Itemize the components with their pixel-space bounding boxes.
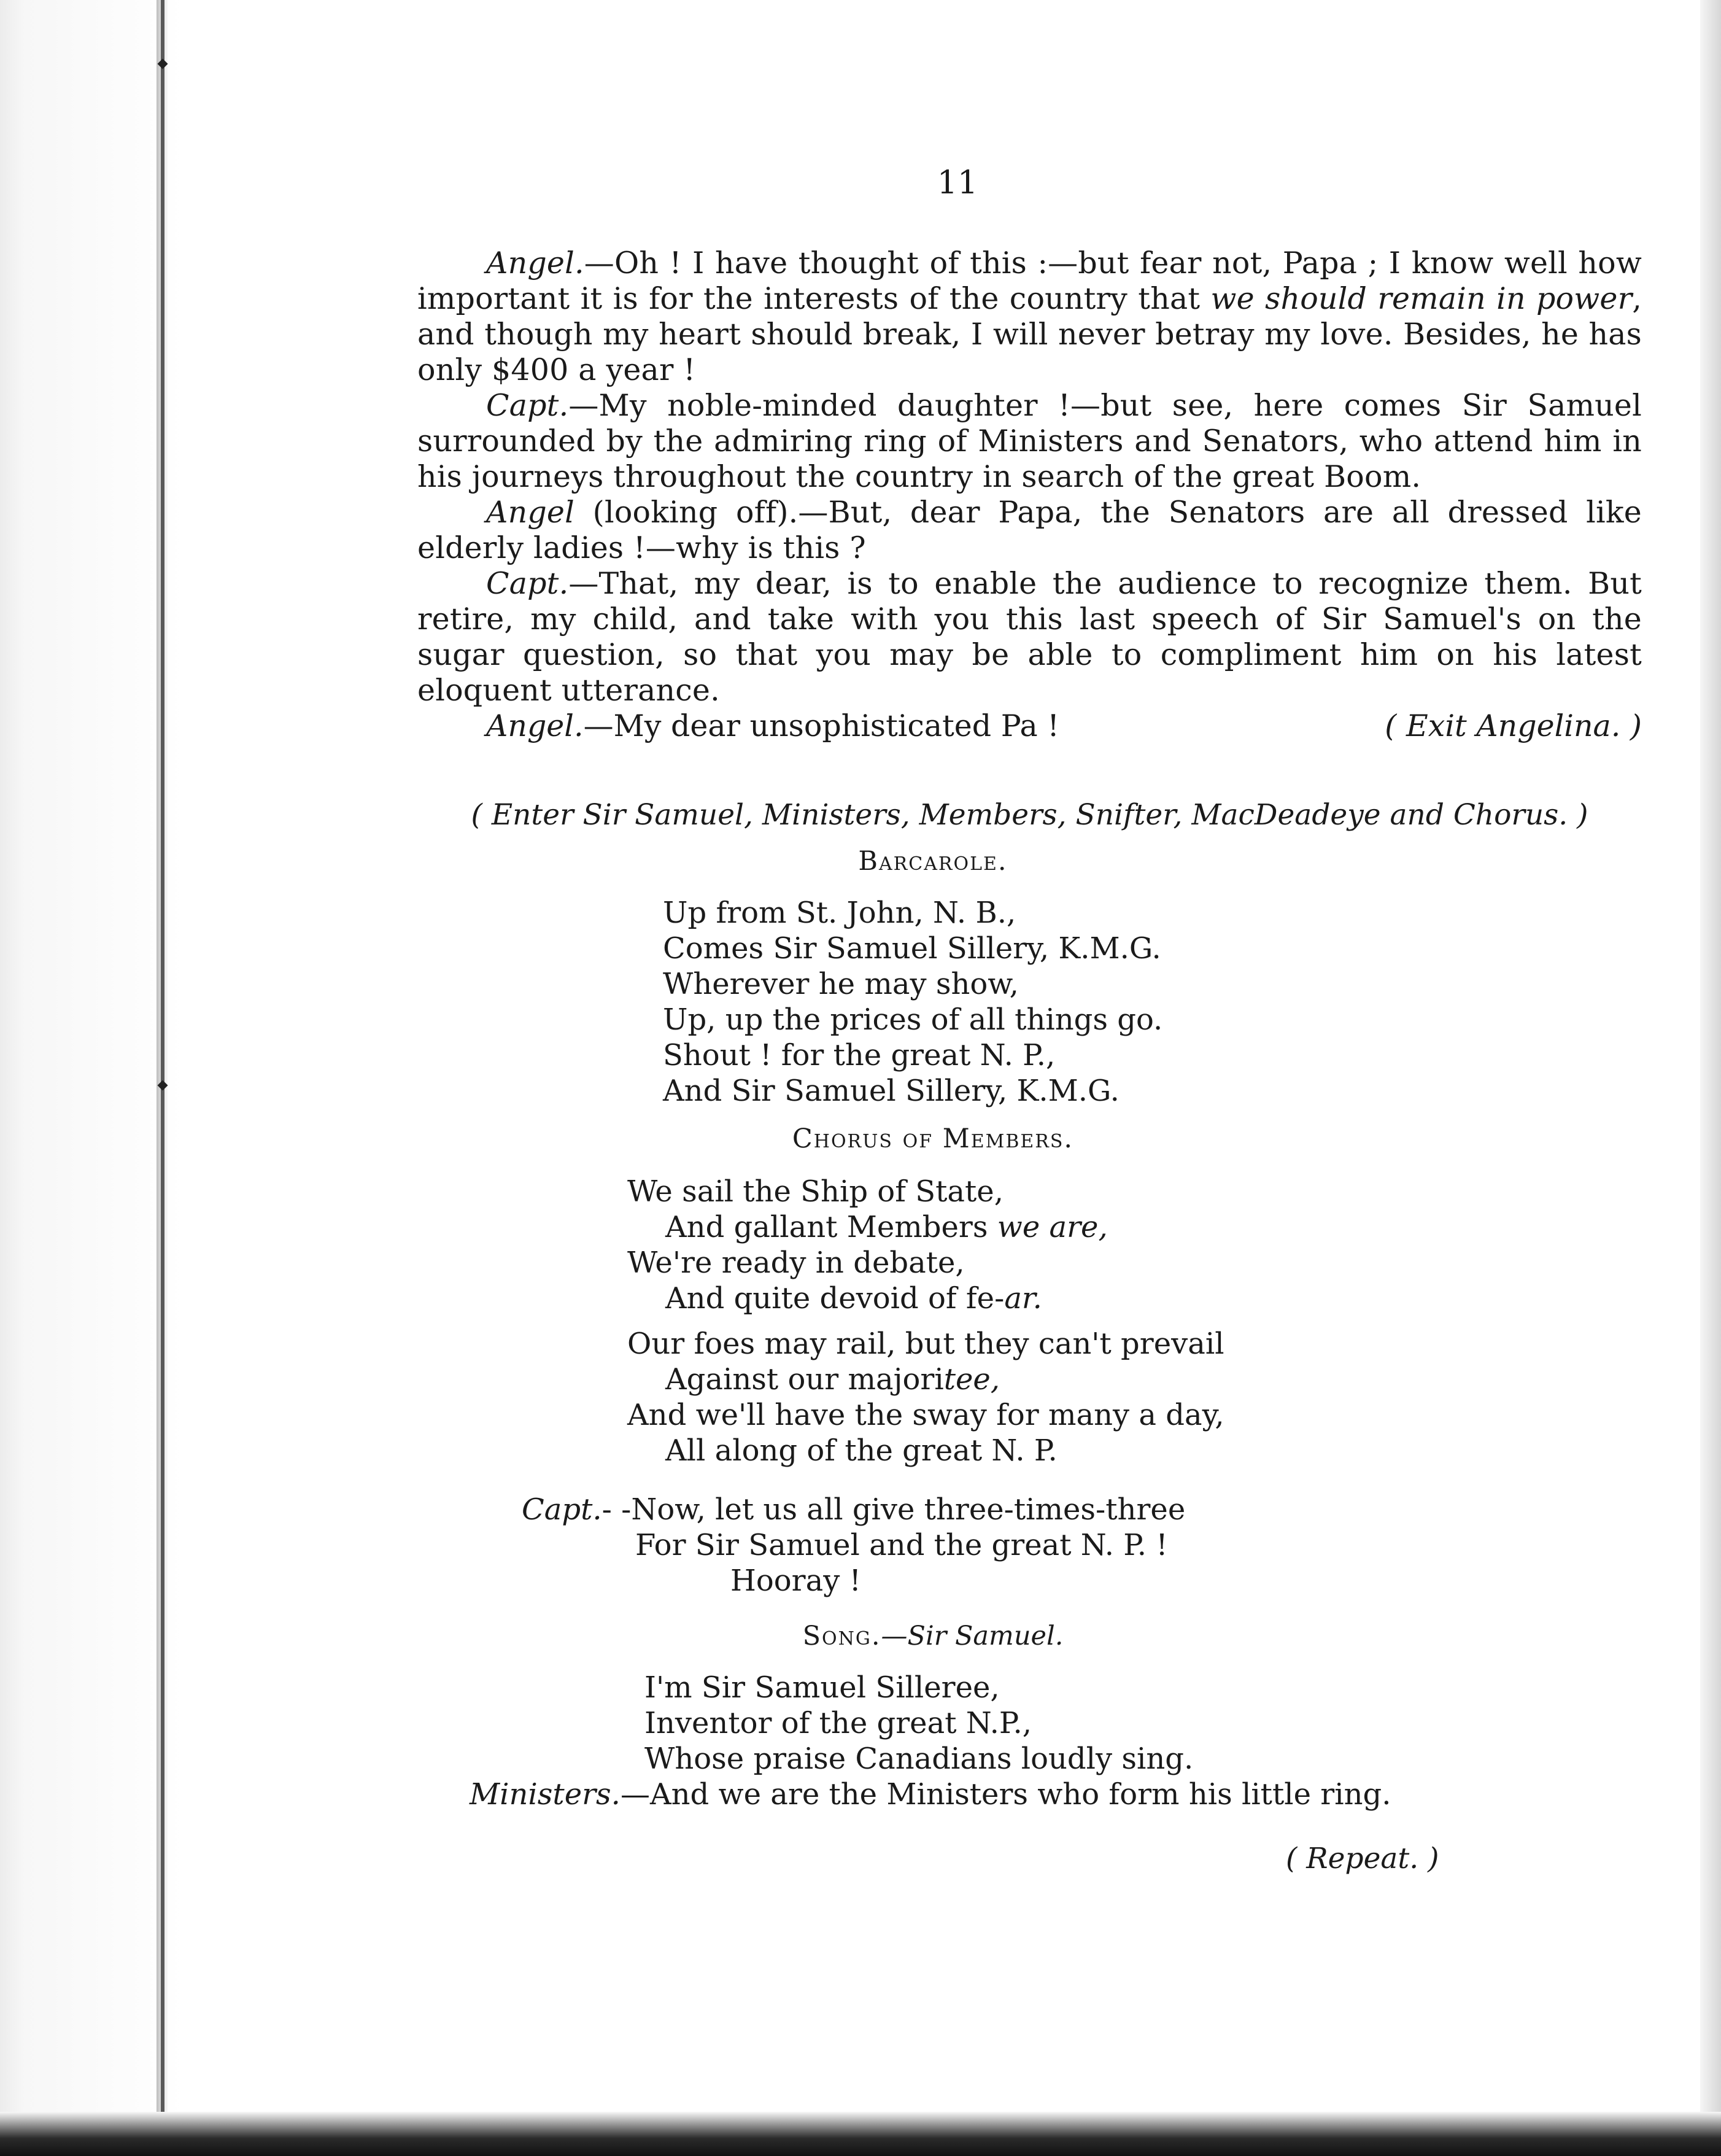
speaker-label: Angel <box>486 495 574 530</box>
verse-line: I'm Sir Samuel Silleree, <box>644 1670 1000 1705</box>
page-number: 11 <box>937 165 978 201</box>
verse-line-text: And quite devoid of fe- <box>665 1281 1005 1316</box>
verse-line-emphasis: tee, <box>943 1362 1000 1397</box>
verse-line <box>627 1209 1108 1245</box>
verse-line-text: - -Now, let us all give three-times-three <box>601 1492 1186 1527</box>
speaker-label: Angel. <box>486 708 584 743</box>
stage-direction-exit: ( Exit Angelina. ) <box>1385 708 1642 743</box>
verse-line <box>627 1281 1108 1316</box>
barcarole-verse <box>663 895 1162 1109</box>
verse-line: And we'll have the sway for many a day, <box>627 1398 1224 1432</box>
verse-line: And Sir Samuel Sillery, K.M.G. <box>663 1074 1120 1108</box>
verse-line: Whose praise Canadians loudly sing. <box>644 1742 1194 1776</box>
page-right-edge <box>1700 0 1721 2156</box>
speaker-label: Angel. <box>486 246 584 281</box>
chorus-heading: Chorus of Members. <box>792 1123 1074 1154</box>
page-bottom-edge <box>0 2112 1721 2156</box>
verse-line: Shout ! for the great N. P., <box>663 1038 1056 1072</box>
exit-speech <box>486 708 1059 744</box>
verse-line: Hooray ! <box>730 1564 861 1598</box>
dialogue-text: (looking off).—But, dear Papa, the Senators are all dressed like elderly ladies !—why is this ? <box>417 495 1642 565</box>
dialogue-text: —Oh ! I have thought of this :—but fear not, Papa ; I know well how important it is for the interests of the country that <box>417 246 1642 316</box>
dialogue-text: , and though my heart should break, I will never betray my love. Besides, he has only $400 a year ! <box>417 281 1642 387</box>
speaker-label: Capt. <box>522 1492 602 1527</box>
capt-verse <box>522 1492 1185 1599</box>
verse-line-text: —And we are the Ministers who form his little ring. <box>620 1777 1391 1812</box>
dialogue-text: —My noble-minded daughter !—but see, here comes Sir Samuel surrounded by the admiring ring of Ministers and Senators, who attend him in his journeys throughout the country in search of the great Boom. <box>417 388 1642 494</box>
verse-line: All along of the great N. P. <box>665 1433 1058 1468</box>
dialogue-text: —My dear unsophisticated Pa ! <box>583 708 1059 743</box>
stage-direction-repeat: ( Repeat. ) <box>1286 1842 1439 1875</box>
verse-line: Up from St. John, N. B., <box>663 896 1016 930</box>
verse-line: We sail the Ship of State, <box>627 1174 1004 1209</box>
verse-line: Up, up the prices of all things go. <box>663 1002 1163 1037</box>
dialogue-text: —That, my dear, is to enable the audience to recognize them. But retire, my child, and take with you this last speech of Sir Samuel's on the sugar question, so that you may be able to compliment him on his latest eloquent utterance. <box>417 566 1642 708</box>
stage-direction-enter: ( Enter Sir Samuel, Ministers, Members, Snifter, MacDeadeye and Chorus. ) <box>471 798 1588 832</box>
barcarole-heading: Barcarole. <box>858 846 1008 877</box>
verse-line: For Sir Samuel and the great N. P. ! <box>635 1528 1168 1562</box>
dialogue-paragraph-angel-2 <box>417 495 1642 566</box>
verse-line: We're ready in debate, <box>627 1246 965 1280</box>
verse-line: Our foes may rail, but they can't prevail <box>627 1327 1224 1361</box>
dialogue-paragraph-angel-1 <box>417 246 1642 388</box>
verse-line: Inventor of the great N.P., <box>644 1706 1032 1740</box>
verse-line: Comes Sir Samuel Sillery, K.M.G. <box>663 931 1161 966</box>
chorus-stanza-2 <box>627 1326 1224 1468</box>
verse-line-text: Against our majori <box>665 1362 944 1397</box>
chorus-stanza-1 <box>627 1174 1108 1316</box>
song-heading-singer: —Sir Samuel. <box>881 1621 1064 1651</box>
dialogue-block <box>417 246 1642 744</box>
binding-edge-line <box>161 0 164 2156</box>
song-heading-label: Song. <box>802 1621 881 1651</box>
speaker-label: Ministers. <box>470 1777 621 1812</box>
verse-line-emphasis: ar. <box>1004 1281 1042 1316</box>
song-verse <box>644 1670 1193 1777</box>
verse-line-text: And gallant Members <box>665 1210 997 1244</box>
dialogue-paragraph-capt-2 <box>417 566 1642 708</box>
verse-line <box>627 1362 1224 1397</box>
verse-line-emphasis: we are, <box>997 1210 1108 1244</box>
speaker-label: Capt. <box>486 566 569 601</box>
verse-line <box>470 1777 1391 1812</box>
speaker-label: Capt. <box>486 388 569 423</box>
ministers-line <box>470 1777 1391 1812</box>
verse-line: Wherever he may show, <box>663 967 1019 1001</box>
dialogue-paragraph-capt-1 <box>417 388 1642 495</box>
dialogue-emphasis: we should remain in power <box>1210 281 1633 316</box>
document-page <box>184 0 1682 2100</box>
exit-line <box>417 708 1642 744</box>
song-heading <box>184 1621 1682 1651</box>
verse-line <box>522 1492 1185 1527</box>
